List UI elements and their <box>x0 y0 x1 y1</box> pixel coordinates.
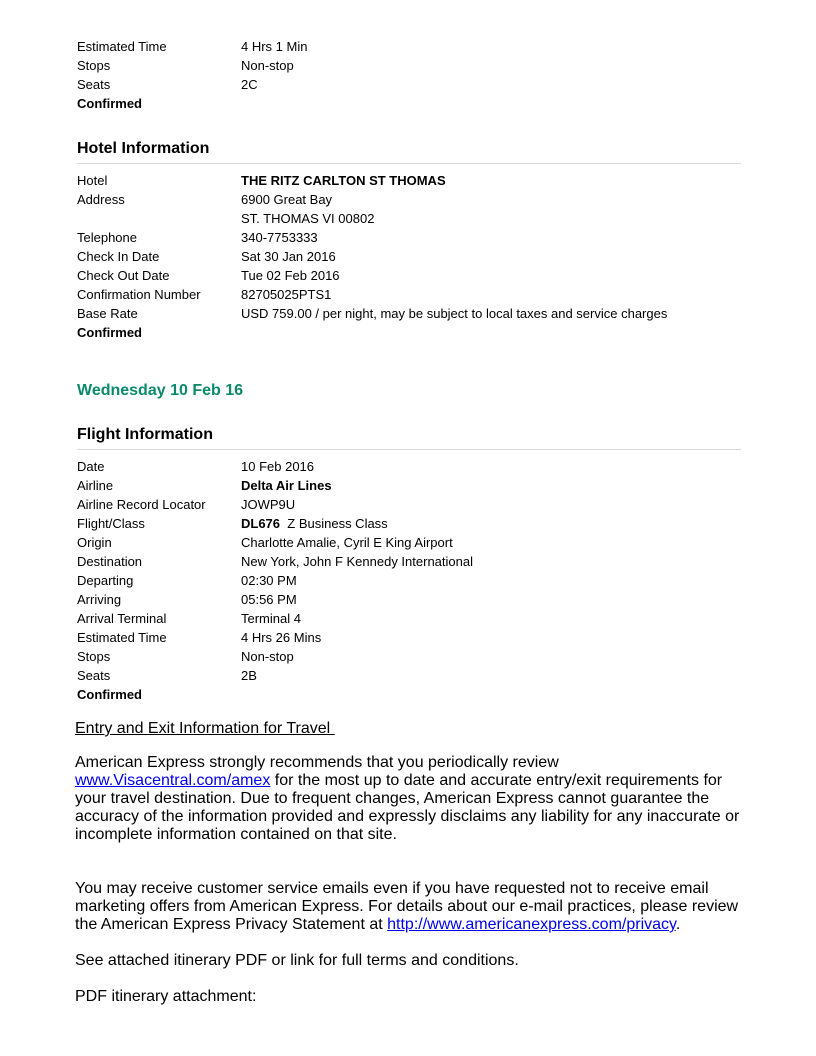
detail-row <box>77 56 741 75</box>
privacy-text-before: You may receive customer service emails even if you have requested not to receive email marketing offers from American Express. For details about our e-mail practices, please review the American Express Privacy Statement at <box>75 880 739 933</box>
detail-row <box>77 285 741 304</box>
hotel-address-line-2: ST. THOMAS VI 00802 <box>241 211 375 226</box>
detail-label: Date <box>77 459 105 474</box>
detail-label: Base Rate <box>77 306 138 321</box>
flight-airline: Delta Air Lines <box>241 478 332 493</box>
detail-label: Arrival Terminal <box>77 611 167 626</box>
detail-row <box>77 209 741 228</box>
flight-record-locator: JOWP9U <box>241 497 296 512</box>
flight-date: 10 Feb 2016 <box>241 459 315 474</box>
detail-label: Stops <box>77 649 111 664</box>
detail-row <box>77 514 741 533</box>
detail-row <box>77 171 741 190</box>
flight-number: DL676 <box>241 516 281 531</box>
detail-label: Seats <box>77 668 111 683</box>
hotel-status: Confirmed <box>77 325 142 340</box>
detail-label: Check Out Date <box>77 268 170 283</box>
detail-row <box>77 552 741 571</box>
itinerary-page <box>77 37 741 1006</box>
terms-text: See attached itinerary PDF or link for full terms and conditions. <box>75 952 519 969</box>
detail-row <box>77 457 741 476</box>
detail-label: Hotel <box>77 173 108 188</box>
privacy-paragraph <box>75 880 741 934</box>
detail-row <box>77 190 741 209</box>
flight-destination: New York, John F Kennedy International <box>241 554 473 569</box>
entry-text-before: American Express strongly recommends that you periodically review <box>75 754 559 771</box>
flight-origin: Charlotte Amalie, Cyril E King Airport <box>241 535 453 550</box>
detail-label: Airline <box>77 478 114 493</box>
entry-exit-paragraph <box>75 754 741 844</box>
detail-value: 4 Hrs 1 Min <box>241 39 308 54</box>
detail-label: Destination <box>77 554 143 569</box>
detail-row <box>77 228 741 247</box>
entry-text-after: for the most up to date and accurate entry/exit requirements for your travel destination. Due to frequent changes, American Express cannot guarantee the accuracy of the information provided and expressly disclaims any liability for any inaccurate or incomplete information contained on that site. <box>75 772 740 843</box>
visacentral-link[interactable]: www.Visacentral.com/amex <box>75 772 271 789</box>
flight-estimated-time: 4 Hrs 26 Mins <box>241 630 322 645</box>
detail-value: Non-stop <box>241 58 294 73</box>
detail-label: Stops <box>77 58 111 73</box>
flight-seats: 2B <box>241 668 257 683</box>
detail-label: Airline Record Locator <box>77 497 206 512</box>
flight-1-status: Confirmed <box>77 96 142 111</box>
hotel-details <box>77 171 741 342</box>
entry-exit-title: Entry and Exit Information for Travel <box>75 720 335 737</box>
flight-1-details <box>77 37 741 113</box>
detail-row <box>77 590 741 609</box>
detail-row <box>77 495 741 514</box>
flight-class: Z Business Class <box>287 516 388 531</box>
flight-section-title: Flight Information <box>77 425 741 450</box>
detail-row <box>77 571 741 590</box>
detail-row <box>77 609 741 628</box>
detail-row <box>77 647 741 666</box>
detail-label: Estimated Time <box>77 630 167 645</box>
detail-row <box>77 247 741 266</box>
detail-label: Telephone <box>77 230 137 245</box>
hotel-check-in: Sat 30 Jan 2016 <box>241 249 336 264</box>
detail-row <box>77 666 741 685</box>
privacy-text-after: . <box>675 916 681 933</box>
detail-label: Arriving <box>77 592 122 607</box>
detail-row <box>77 628 741 647</box>
flight-arrival-terminal: Terminal 4 <box>241 611 301 626</box>
hotel-confirmation-number: 82705025PTS1 <box>241 287 332 302</box>
detail-label: Estimated Time <box>77 39 167 54</box>
detail-label: Address <box>77 192 125 207</box>
detail-row <box>77 533 741 552</box>
flight-2-details <box>77 457 741 704</box>
pdf-attachment-label: PDF itinerary attachment: <box>75 988 257 1005</box>
hotel-address-line-1: 6900 Great Bay <box>241 192 333 207</box>
entry-exit-heading <box>75 720 741 738</box>
detail-label: Departing <box>77 573 134 588</box>
detail-label: Seats <box>77 77 111 92</box>
flight-stops: Non-stop <box>241 649 294 664</box>
hotel-telephone: 340-7753333 <box>241 230 318 245</box>
detail-row <box>77 37 741 56</box>
detail-row <box>77 266 741 285</box>
hotel-section-title: Hotel Information <box>77 139 741 164</box>
flight-departing: 02:30 PM <box>241 573 297 588</box>
detail-value: 2C <box>241 77 258 92</box>
flight-2-status: Confirmed <box>77 687 142 702</box>
detail-row <box>77 476 741 495</box>
detail-row <box>77 304 741 323</box>
hotel-base-rate: USD 759.00 / per night, may be subject to local taxes and service charges <box>241 306 668 321</box>
detail-label: Flight/Class <box>77 516 145 531</box>
day-heading: Wednesday 10 Feb 16 <box>77 382 243 399</box>
flight-arriving: 05:56 PM <box>241 592 297 607</box>
detail-label: Origin <box>77 535 112 550</box>
privacy-link[interactable]: http://www.americanexpress.com/privacy <box>387 916 676 933</box>
detail-label: Check In Date <box>77 249 160 264</box>
hotel-name: THE RITZ CARLTON ST THOMAS <box>241 173 446 188</box>
hotel-check-out: Tue 02 Feb 2016 <box>241 268 340 283</box>
detail-row <box>77 75 741 94</box>
detail-label: Confirmation Number <box>77 287 201 302</box>
